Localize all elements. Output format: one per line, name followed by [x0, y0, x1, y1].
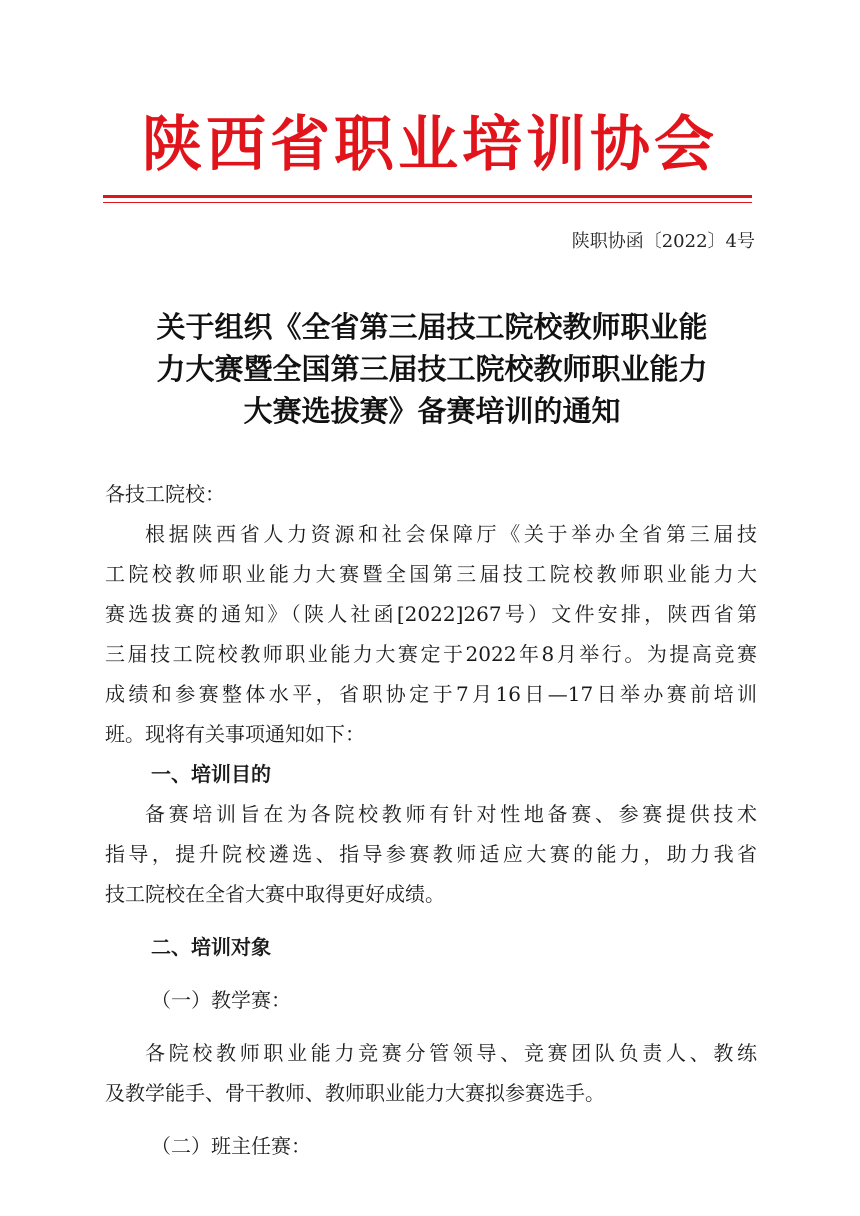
paragraph-line: 三届技工院校教师职业能力大赛定于2022年8月举行。为提高竞赛	[105, 642, 757, 666]
paragraph-line: 备赛培训旨在为各院校教师有针对性地备赛、参赛提供技术	[145, 802, 757, 826]
paragraph-line: 班。现将有关事项通知如下：	[105, 722, 365, 746]
teaching-paragraph	[105, 1033, 757, 1113]
paragraph-line: 工院校教师职业能力大赛暨全国第三届技工院校教师职业能力大	[105, 562, 757, 586]
title-line: 大赛选拔赛》备赛培训的通知	[243, 394, 621, 428]
masthead-rule-thin	[103, 202, 752, 203]
subsection-label-class-teacher: （二）班主任赛：	[151, 1134, 311, 1158]
paragraph-line: 及教学能手、骨干教师、教师职业能力大赛拟参赛选手。	[105, 1081, 605, 1105]
title-line: 力大赛暨全国第三届技工院校教师职业能力	[156, 352, 708, 386]
document-number: 陕职协函〔2022〕4号	[571, 231, 755, 252]
document-body	[105, 474, 757, 1166]
masthead-rule-thick	[103, 195, 752, 198]
section-heading-purpose: 一、培训目的	[151, 762, 271, 786]
org-masthead: 陕西省职业培训协会	[142, 110, 718, 180]
paragraph-line: 根据陕西省人力资源和社会保障厅《关于举办全省第三届技	[145, 522, 757, 546]
intro-paragraph	[105, 514, 757, 754]
subsection-label-teaching: （一）教学赛：	[151, 988, 291, 1012]
paragraph-line: 各院校教师职业能力竞赛分管领导、竞赛团队负责人、教练	[145, 1041, 757, 1065]
document-title	[100, 306, 764, 432]
paragraph-line: 赛选拔赛的通知》（陕人社函[2022]267号）文件安排，陕西省第	[105, 602, 757, 626]
section-heading-audience: 二、培训对象	[151, 935, 271, 959]
paragraph-line: 成绩和参赛整体水平，省职协定于7月16日—17日举办赛前培训	[105, 682, 757, 706]
paragraph-line: 指导，提升院校遴选、指导参赛教师适应大赛的能力，助力我省	[105, 842, 757, 866]
salutation: 各技工院校：	[105, 482, 225, 506]
purpose-paragraph	[105, 794, 757, 914]
paragraph-line: 技工院校在全省大赛中取得更好成绩。	[105, 882, 445, 906]
title-line: 关于组织《全省第三届技工院校教师职业能	[156, 310, 708, 344]
